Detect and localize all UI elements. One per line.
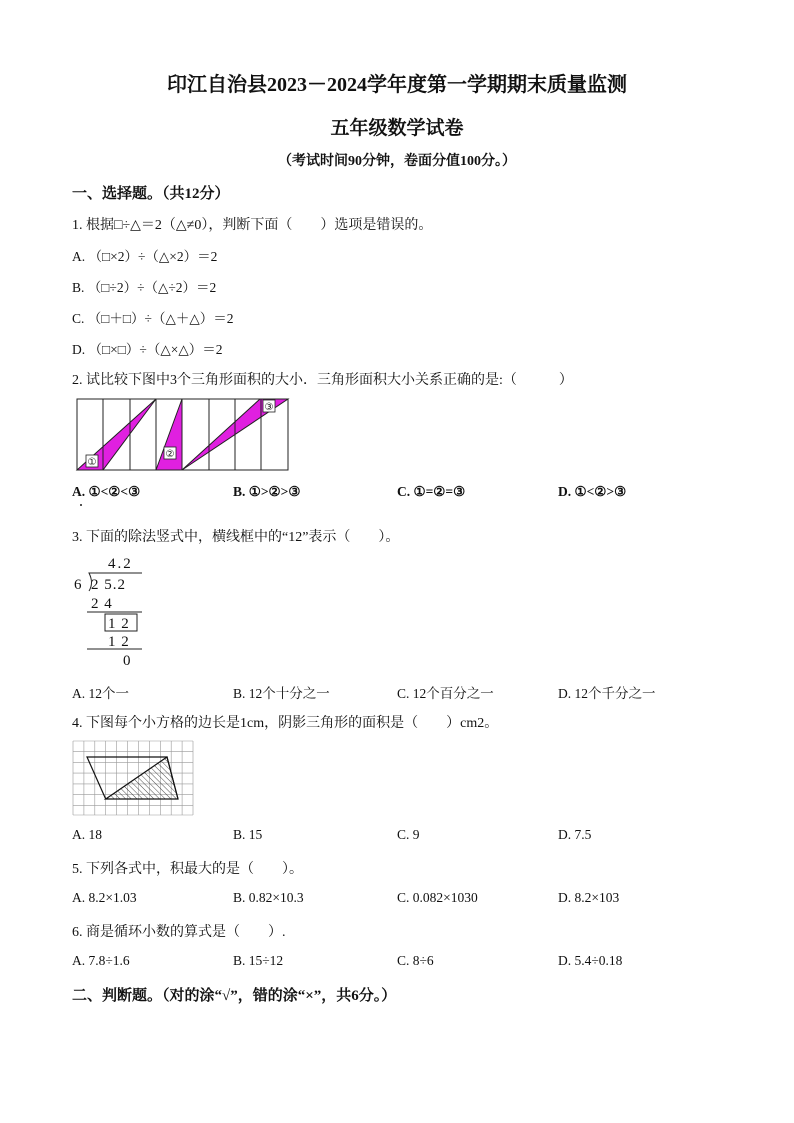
division-step-2: 1 2: [108, 616, 130, 632]
division-quotient: 4.2: [108, 556, 133, 572]
q2-option-b: B. ①>②>③: [233, 484, 301, 499]
division-remainder: 0: [123, 653, 131, 669]
section-1-title: 一、选择题。（共12分）: [72, 186, 230, 202]
q1-option-b: B. （□÷2）÷（△÷2）＝2: [72, 280, 217, 295]
q6-option-b: B. 15÷12: [233, 953, 284, 968]
q6-option-c: C. 8÷6: [397, 953, 434, 968]
triangle-2-label: ②: [165, 449, 175, 460]
q1-stem: 1. 根据□÷△＝2（△≠0），判断下面（ ）选项是错误的。: [72, 218, 433, 233]
q4-grid-figure: [72, 740, 194, 816]
q3-option-a: A. 12个一: [72, 686, 129, 701]
q5-option-b: B. 0.82×10.3: [233, 890, 304, 905]
q6-stem: 6. 商是循环小数的算式是（ ）.: [72, 925, 286, 940]
q4-option-d: D. 7.5: [558, 827, 592, 842]
q3-option-d: D. 12个千分之一: [558, 686, 656, 701]
q2-option-d: D. ①<②>③: [558, 484, 627, 499]
q3-option-b: B. 12个十分之一: [233, 686, 330, 701]
q4-option-c: C. 9: [397, 827, 420, 842]
q1-option-a: A. （□×2）÷（△×2）＝2: [72, 249, 218, 264]
q2-option-a: A. ①<②<③: [72, 484, 141, 499]
q1-option-d: D. （□×□）÷（△×△）＝2: [72, 342, 223, 357]
q6-option-a: A. 7.8÷1.6: [72, 953, 130, 968]
section-2-title: 二、判断题。（对的涂“√”，错的涂“×”，共6分。）: [72, 988, 397, 1004]
q4-stem: 4. 下图每个小方格的边长是1cm，阴影三角形的面积是（ ）cm2。: [72, 716, 499, 731]
q2-triangles-figure: [75, 397, 290, 471]
q5-stem: 5. 下列各式中，积最大的是（ ）。: [72, 862, 303, 877]
q3-option-c: C. 12个百分之一: [397, 686, 494, 701]
q1-option-c: C. （□＋□）÷（△＋△）＝2: [72, 311, 234, 326]
q3-long-division: [70, 553, 150, 671]
q6-option-d: D. 5.4÷0.18: [558, 953, 623, 968]
q5-option-a: A. 8.2×1.03: [72, 890, 137, 905]
triangle-1-label: ①: [87, 457, 97, 468]
division-step-3: 1 2: [108, 634, 130, 650]
division-divisor: 6: [74, 577, 82, 593]
q2-option-c: C. ①=②=③: [397, 484, 466, 499]
q4-option-a: A. 18: [72, 827, 102, 842]
triangle-3-label: ③: [264, 402, 274, 413]
exam-title: 印江自治县2023－2024学年度第一学期期末质量监测: [167, 74, 627, 96]
q2-stem: 2. 试比较下图中3个三角形面积的大小．三角形面积大小关系正确的是:（ ）: [72, 373, 573, 388]
q5-option-d: D. 8.2×103: [558, 890, 620, 905]
q3-stem: 3. 下面的除法竖式中，横线框中的“12”表示（ ）。: [72, 530, 400, 545]
exam-note: （考试时间90分钟，卷面分值100分。）: [278, 154, 516, 169]
q4-option-b: B. 15: [233, 827, 263, 842]
exam-subtitle: 五年级数学试卷: [330, 118, 464, 139]
division-step-1: 2 4: [91, 596, 113, 612]
stray-mark: [80, 504, 82, 506]
q5-option-c: C. 0.082×1030: [397, 890, 478, 905]
division-dividend: 2 5.2: [91, 577, 126, 593]
